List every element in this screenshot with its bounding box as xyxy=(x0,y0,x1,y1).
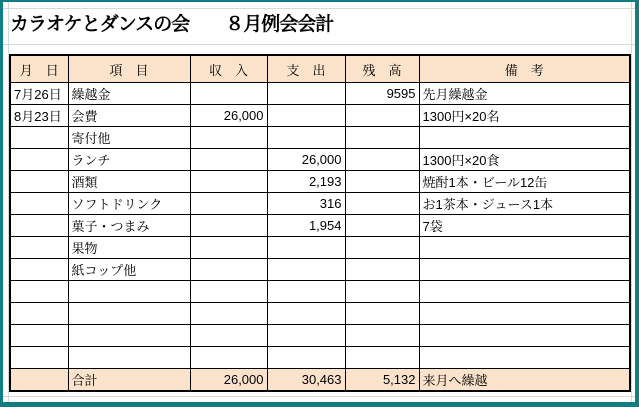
cell-date[interactable]: 8月23日 xyxy=(10,105,68,127)
cell-expense[interactable]: 316 xyxy=(267,193,345,215)
header-cell-item[interactable]: 項 目 xyxy=(68,55,190,83)
cell-expense[interactable] xyxy=(267,259,345,281)
total-cell-balance[interactable]: 5,132 xyxy=(345,369,419,392)
cell-balance[interactable] xyxy=(345,127,419,149)
table-row xyxy=(10,215,630,237)
table-row xyxy=(10,149,630,171)
cell-item[interactable]: 繰越金 xyxy=(68,83,190,105)
cell-item[interactable]: 菓子・つまみ xyxy=(68,215,190,237)
cell-date[interactable] xyxy=(10,259,68,281)
cell-income[interactable] xyxy=(190,83,267,105)
cell-date[interactable] xyxy=(10,127,68,149)
table-row xyxy=(10,193,630,215)
cell-expense[interactable] xyxy=(267,347,345,369)
worksheet xyxy=(3,2,635,402)
cell-date[interactable] xyxy=(10,171,68,193)
total-cell-item[interactable]: 合計 xyxy=(68,369,190,392)
cell-balance[interactable] xyxy=(345,303,419,325)
table-row xyxy=(10,237,630,259)
cell-item[interactable] xyxy=(68,325,190,347)
cell-expense[interactable] xyxy=(267,325,345,347)
cell-item[interactable] xyxy=(68,281,190,303)
total-cell-note[interactable]: 来月へ繰越 xyxy=(419,369,630,392)
cell-item[interactable] xyxy=(68,303,190,325)
total-cell-income[interactable]: 26,000 xyxy=(190,369,267,392)
header-cell-expense[interactable]: 支 出 xyxy=(267,55,345,83)
cell-item[interactable]: ソフトドリンク xyxy=(68,193,190,215)
cell-balance[interactable] xyxy=(345,149,419,171)
table-row xyxy=(10,325,630,347)
cell-note[interactable]: お1茶本・ジュース1本 xyxy=(419,193,630,215)
cell-item[interactable]: 果物 xyxy=(68,237,190,259)
cell-balance[interactable] xyxy=(345,105,419,127)
cell-income[interactable] xyxy=(190,149,267,171)
cell-balance[interactable] xyxy=(345,237,419,259)
table-body xyxy=(10,83,630,369)
cell-note[interactable] xyxy=(419,281,630,303)
total-cell-expense[interactable]: 30,463 xyxy=(267,369,345,392)
table-row xyxy=(10,171,630,193)
cell-note[interactable]: 先月繰越金 xyxy=(419,83,630,105)
table-row xyxy=(10,303,630,325)
header-row xyxy=(10,55,630,83)
cell-date[interactable] xyxy=(10,303,68,325)
cell-expense[interactable] xyxy=(267,303,345,325)
cell-expense[interactable] xyxy=(267,281,345,303)
cell-note[interactable] xyxy=(419,325,630,347)
cell-income[interactable] xyxy=(190,325,267,347)
cell-expense[interactable] xyxy=(267,127,345,149)
sheet-title: カラオケとダンスの会 ８月例会会計 xyxy=(10,14,334,35)
cell-income[interactable] xyxy=(190,347,267,369)
cell-income[interactable] xyxy=(190,193,267,215)
header-cell-balance[interactable]: 残 高 xyxy=(345,55,419,83)
cell-note[interactable]: 7袋 xyxy=(419,215,630,237)
cell-expense[interactable] xyxy=(267,105,345,127)
cell-income[interactable] xyxy=(190,281,267,303)
cell-note[interactable] xyxy=(419,347,630,369)
cell-item[interactable]: 会費 xyxy=(68,105,190,127)
gridline-horizontal xyxy=(3,396,635,397)
cell-note[interactable]: 1300円×20食 xyxy=(419,149,630,171)
cell-date[interactable] xyxy=(10,149,68,171)
cell-date[interactable] xyxy=(10,281,68,303)
cell-balance[interactable] xyxy=(345,171,419,193)
cell-note[interactable]: 焼酎1本・ビール12缶 xyxy=(419,171,630,193)
cell-income[interactable] xyxy=(190,237,267,259)
header-cell-income[interactable]: 収 入 xyxy=(190,55,267,83)
cell-note[interactable] xyxy=(419,303,630,325)
table-row xyxy=(10,127,630,149)
cell-income[interactable] xyxy=(190,171,267,193)
cell-balance[interactable] xyxy=(345,325,419,347)
table-row xyxy=(10,83,630,105)
cell-income[interactable] xyxy=(190,259,267,281)
cell-income[interactable] xyxy=(190,303,267,325)
cell-expense[interactable] xyxy=(267,83,345,105)
cell-income[interactable]: 26,000 xyxy=(190,105,267,127)
total-row xyxy=(10,369,630,392)
table-row xyxy=(10,347,630,369)
header-cell-note[interactable]: 備 考 xyxy=(419,55,630,83)
total-cell-date[interactable] xyxy=(10,369,68,392)
cell-note[interactable]: 1300円×20名 xyxy=(419,105,630,127)
cell-note[interactable] xyxy=(419,259,630,281)
table-header xyxy=(10,55,630,83)
cell-expense[interactable]: 2,193 xyxy=(267,171,345,193)
cell-date[interactable] xyxy=(10,325,68,347)
cell-expense[interactable]: 1,954 xyxy=(267,215,345,237)
table-row xyxy=(10,259,630,281)
header-cell-date[interactable]: 月 日 xyxy=(10,55,68,83)
table-row xyxy=(10,105,630,127)
cell-date[interactable] xyxy=(10,347,68,369)
cell-item[interactable]: 酒類 xyxy=(68,171,190,193)
cell-expense[interactable]: 26,000 xyxy=(267,149,345,171)
cell-item[interactable] xyxy=(68,347,190,369)
cell-item[interactable]: 寄付他 xyxy=(68,127,190,149)
cell-date[interactable] xyxy=(10,237,68,259)
gridline-horizontal xyxy=(3,8,635,9)
cell-balance[interactable] xyxy=(345,193,419,215)
cell-date[interactable] xyxy=(10,215,68,237)
gridline-vertical xyxy=(631,2,632,402)
cell-item[interactable]: ランチ xyxy=(68,149,190,171)
cell-note[interactable] xyxy=(419,237,630,259)
cell-balance[interactable]: 9595 xyxy=(345,83,419,105)
cell-note[interactable] xyxy=(419,127,630,149)
cell-expense[interactable] xyxy=(267,237,345,259)
cell-balance[interactable] xyxy=(345,215,419,237)
cell-balance[interactable] xyxy=(345,347,419,369)
table-row xyxy=(10,281,630,303)
gridline-horizontal xyxy=(3,44,635,45)
cell-item[interactable]: 紙コップ他 xyxy=(68,259,190,281)
account-table xyxy=(9,54,631,392)
cell-income[interactable] xyxy=(190,127,267,149)
cell-date[interactable] xyxy=(10,193,68,215)
cell-income[interactable] xyxy=(190,215,267,237)
cell-balance[interactable] xyxy=(345,259,419,281)
cell-date[interactable]: 7月26日 xyxy=(10,83,68,105)
cell-balance[interactable] xyxy=(345,281,419,303)
table-footer xyxy=(10,369,630,392)
